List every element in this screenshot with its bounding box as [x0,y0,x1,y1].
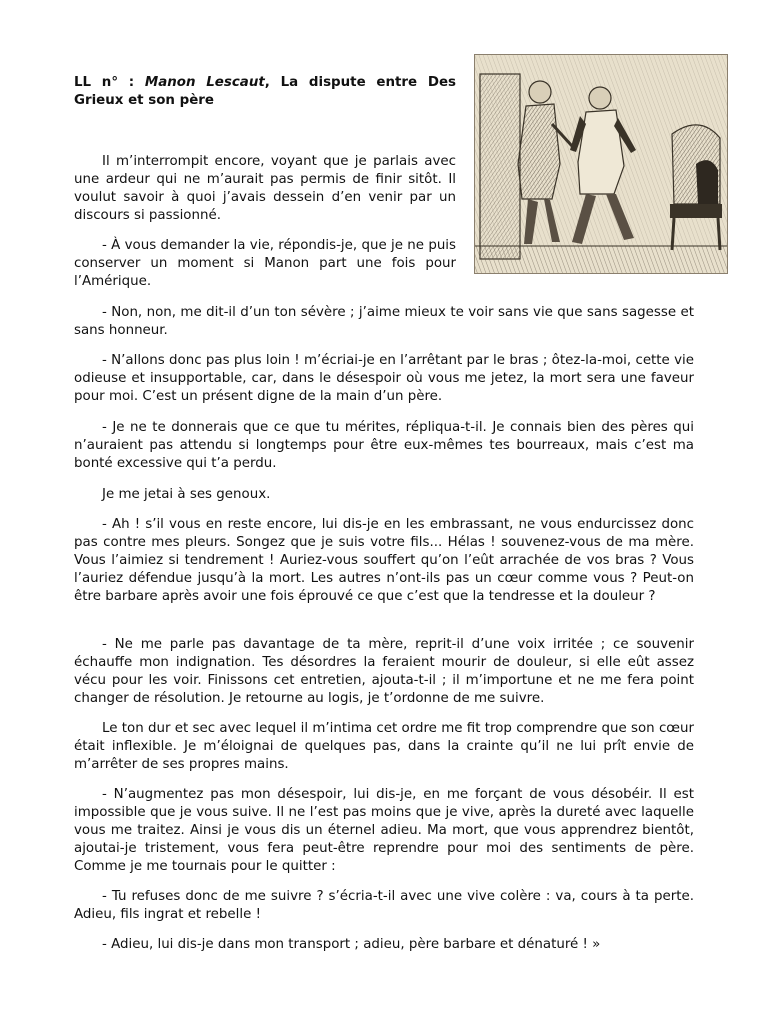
paragraph: - N’augmentez pas mon désespoir, lui dis-je, en me forçant de vous désobéir. Il est impossible que je vous suive. Il ne l’est pas moins que je vive, après la dureté avec laquelle vous me traitez. Ainsi je vous dis un éternel adieu. Ma mort, que vous apprendrez bientôt, ajoutai-je tristement, vous fera peut-être reprendre pour moi des sentiments de père. Comme je me tournais pour le quitter : [74,787,694,874]
paragraph: - N’allons donc pas plus loin ! m’écriai-je en l’arrêtant par le bras ; ôtez-la-moi, cette vie odieuse et insupportable, car, dans le désespoir où vous me jetez, la mort sera une faveur pour moi. C’est un présent digne de la main d’un père. [74,353,694,404]
engraving-illustration [474,54,728,274]
paragraph: - Je ne te donnerais que ce que tu mérites, répliqua-t-il. Je connais bien des pères qui n’auraient pas attendu si longtemps pour être eux-mêmes tes bourreaux, mais c’est ma bonté excessive qui t’a perdu. [74,420,694,471]
title-rest: , La dispute entre Des Grieux et son père [74,75,457,108]
paragraph: - Ah ! s’il vous en reste encore, lui dis-je en les embrassant, ne vous endurcissez donc pas contre mes pleurs. Songez que je suis votre fils... Hélas ! souvenez-vous de ma mère. Vous l’aimiez si tendrement ! Auriez-vous souffert qu’on l’eût arrachée de vos bras ? Vous l’auriez défendue jusqu’à la mort. Les autres n’ont-ils pas un cœur comme vous ? Peut-on être barbare après avoir une fois éprouvé ce que c’est que la tendresse et la douleur ? [74,517,694,604]
folding-screen [480,74,520,259]
paragraph: - Non, non, me dit-il d’un ton sévère ; j’aime mieux te voir sans vie que sans sagesse et sans honneur. [74,305,694,338]
title-prefix: LL n° : [74,75,145,90]
paragraph: Je me jetai à ses genoux. [102,487,271,502]
paragraph: - Ne me parle pas davantage de ta mère, reprit-il d’une voix irritée ; ce souvenir échauffe mon indignation. Tes désordres la feraient mourir de douleur, si elle eût assez vécu pour les voir. Finissons cet entretien, ajouta-t-il ; il m’importune et ne me fera point changer de résolution. Je retourne au logis, je t’ordonne de me suivre. [74,637,694,706]
title-work: Manon Lescaut [144,75,265,90]
paragraph: - Adieu, lui dis-je dans mon transport ; adieu, père barbare et dénaturé ! » [102,937,601,952]
paragraph: Le ton dur et sec avec lequel il m’intima cet ordre me fit trop comprendre que son cœur était inflexible. Je m’éloignai de quelques pas, dans la crainte qu’il ne lui prît envie de m’arrêter de ses propres mains. [74,721,694,772]
paragraph: - Tu refuses donc de me suivre ? s’écria-t-il avec une vive colère : va, cours à ta perte. Adieu, fils ingrat et rebelle ! [74,889,694,922]
paragraph: - À vous demander la vie, répondis-je, que je ne puis conserver un moment si Manon part une fois pour l’Amérique. [74,238,456,289]
paragraph: Il m’interrompit encore, voyant que je parlais avec une ardeur qui ne m’aurait pas permis de finir sitôt. Il voulut savoir à quoi j’avais dessein d’en venir par un discours si passionné. [74,154,456,223]
document-title [74,74,456,110]
